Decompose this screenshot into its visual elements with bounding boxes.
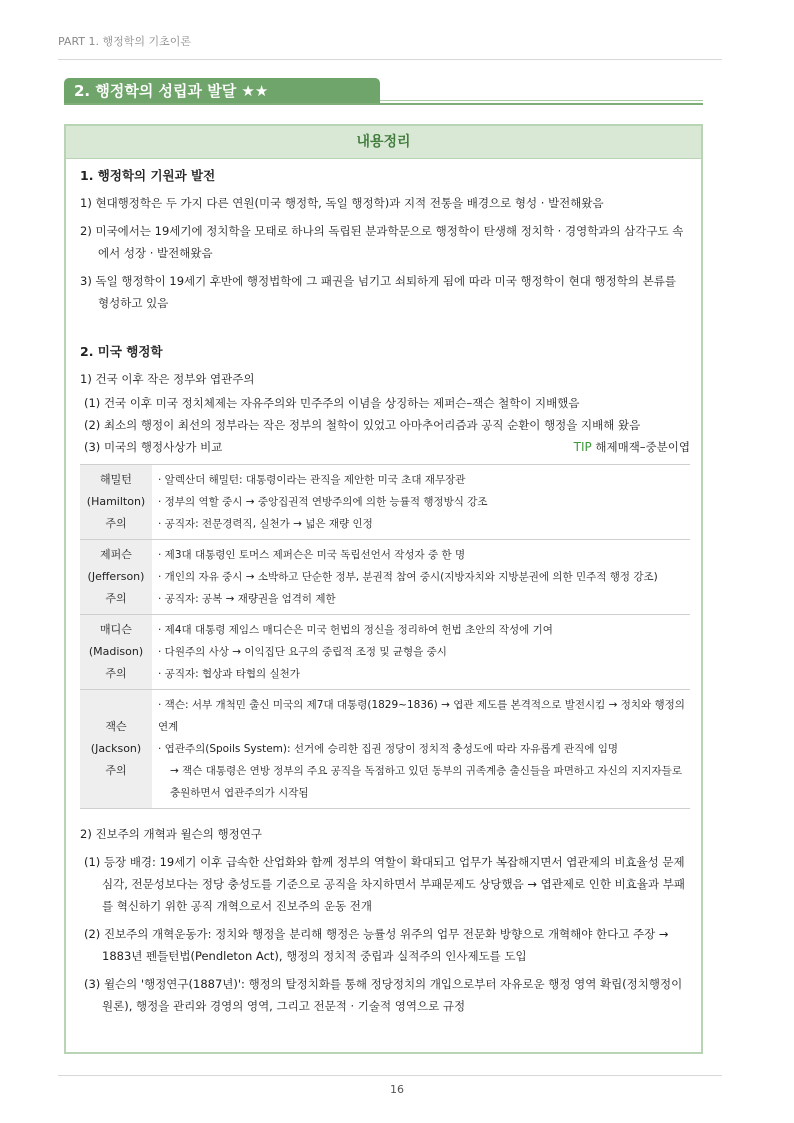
thinkers-table (80, 464, 690, 809)
table-row (80, 615, 690, 690)
description-line: · 엽관주의(Spoils System): 선거에 승리한 집권 정당이 정치적 충성도에 따라 자유롭게 관직에 임명 (158, 743, 619, 755)
thinker-name-suffix: 주의 (105, 667, 127, 680)
part2-subheading: 2) 진보주의 개혁과 윌슨의 행정연구 (80, 827, 262, 841)
part2-item: (1) 건국 이후 미국 정치체제는 자유주의와 민주주의 이념을 상징하는 제퍼슨–잭슨 철학이 지배했음 (84, 396, 580, 410)
thinker-description (152, 540, 690, 615)
summary-content (80, 166, 690, 1023)
thinker-description (152, 465, 690, 540)
part2-item: (3) 미국의 행정사상가 비교 (84, 440, 223, 454)
comparison-row (80, 436, 690, 458)
section-underline-thin (380, 100, 703, 101)
part1-heading: 1. 행정학의 기원과 발전 (80, 168, 216, 183)
thinker-name-kr: 해밀턴 (100, 473, 132, 486)
description-line: · 제4대 대통령 제임스 매디슨은 미국 헌법의 정신을 정리하여 헌법 초안의 작성에 기여 (158, 624, 553, 636)
section-title: 2. 행정학의 성립과 발달 ★★ (64, 78, 380, 105)
part2-item: (3) 윌슨의 '행정연구(1887년)': 행정의 탈정치화를 통해 정당정치의 개입으로부터 자유로운 행정 영역 확립(정치행정이원론), 행정을 관리와 경영의 영역, 그리고 전문적 · 기술적 영역으로 규정 (84, 977, 683, 1013)
tip-note (574, 439, 690, 455)
table-row (80, 540, 690, 615)
table-row (80, 690, 690, 809)
running-header: PART 1. 행정학의 기초이론 (58, 35, 192, 48)
part2-item: (1) 등장 배경: 19세기 이후 급속한 산업화와 함께 정부의 역할이 확대되고 업무가 복잡해지면서 엽관제의 비효율성 문제 심각, 전문성보다는 정당 충성도를 기준으로 공직을 차지하면서 부패문제도 상당했음 → 엽관제로 인한 비효율과 부패를 혁신하기 위한 공직 개혁으로서 진보주의 운동 전개 (84, 855, 685, 913)
part1-item: 2) 미국에서는 19세기에 정치학을 모태로 하나의 독립된 분과학문으로 행정학이 탄생해 정치학 · 경영학과의 삼각구도 속에서 성장 · 발전해왔음 (80, 224, 684, 260)
thinker-name-kr: 매디슨 (100, 623, 132, 636)
description-line: · 잭슨: 서부 개척민 출신 미국의 제7대 대통령(1829~1836) → 엽관 제도를 본격적으로 발전시킴 → 정치와 행정의 연계 (158, 699, 685, 733)
summary-box (64, 124, 703, 1054)
part1-item: 1) 현대행정학은 두 가지 다른 연원(미국 행정학, 독일 행정학)과 지적 전통을 배경으로 형성 · 발전해왔음 (80, 196, 604, 210)
thinker-name-kr: 잭슨 (105, 720, 127, 733)
description-line: · 공직자: 전문경력직, 실천가 → 넓은 재량 인정 (158, 518, 373, 530)
part1-item: 3) 독일 행정학이 19세기 후반에 행정법학에 그 패권을 넘기고 쇠퇴하게 됨에 따라 미국 행정학이 현대 행정학의 본류를 형성하고 있음 (80, 274, 676, 310)
description-line: · 공직자: 공복 → 재량권을 엄격히 제한 (158, 593, 336, 605)
table-row (80, 465, 690, 540)
part2-heading: 2. 미국 행정학 (80, 344, 163, 359)
thinker-name-en: (Jefferson) (87, 570, 145, 583)
thinker-name-suffix: 주의 (105, 764, 127, 777)
description-line: · 알렉산더 해밀턴: 대통령이라는 관직을 제안한 미국 초대 재무장관 (158, 474, 466, 486)
part2-item: (2) 최소의 행정이 최선의 정부라는 작은 정부의 철학이 있었고 아마추어리즘과 공직 순환이 행정을 지배해 왔음 (84, 418, 641, 432)
part2-item: (2) 진보주의 개혁운동가: 정치와 행정을 분리해 행정은 능률성 위주의 업무 전문화 방향으로 개혁해야 한다고 주장 → 1883년 펜들턴법(Pendleton Act), 행정의 정치적 중립과 실적주의 인사제도를 도입 (84, 927, 669, 963)
thinker-name (80, 540, 152, 615)
description-line: · 개인의 자유 중시 → 소박하고 단순한 정부, 분권적 참여 중시(지방자치와 지방분권에 의한 민주적 행정 강조) (158, 571, 658, 583)
thinker-name-en: (Hamilton) (86, 495, 146, 508)
header-divider (58, 59, 722, 60)
tip-label: TIP (573, 440, 592, 454)
thinker-description (152, 690, 690, 809)
summary-box-title: 내용정리 (66, 126, 701, 159)
footer-divider (58, 1075, 722, 1076)
part2-subheading: 1) 건국 이후 작은 정부와 엽관주의 (80, 372, 255, 386)
thinker-name-suffix: 주의 (105, 592, 127, 605)
description-line: · 다원주의 사상 → 이익집단 요구의 중립적 조정 및 균형을 중시 (158, 646, 447, 658)
thinker-name-kr: 제퍼슨 (100, 548, 132, 561)
thinker-name (80, 690, 152, 809)
thinker-name (80, 465, 152, 540)
description-line: → 잭슨 대통령은 연방 정부의 주요 공직을 독점하고 있던 동부의 귀족계층 출신들을 파면하고 자신의 지지자들로 충원하면서 엽관주의가 시작됨 (170, 765, 682, 799)
page-number: 16 (390, 1083, 404, 1096)
tip-text: 해제매잭–중분이엽 (595, 440, 690, 454)
thinker-name (80, 615, 152, 690)
section-underline (64, 103, 703, 105)
description-line: · 제3대 대통령인 토머스 제퍼슨은 미국 독립선언서 작성자 중 한 명 (158, 549, 466, 561)
thinker-description (152, 615, 690, 690)
thinker-name-en: (Jackson) (90, 742, 142, 755)
thinker-name-en: (Madison) (88, 645, 144, 658)
description-line: · 공직자: 협상과 타협의 실천가 (158, 668, 300, 680)
description-line: · 정부의 역할 중시 → 중앙집권적 연방주의에 의한 능률적 행정방식 강조 (158, 496, 488, 508)
thinker-name-suffix: 주의 (105, 517, 127, 530)
